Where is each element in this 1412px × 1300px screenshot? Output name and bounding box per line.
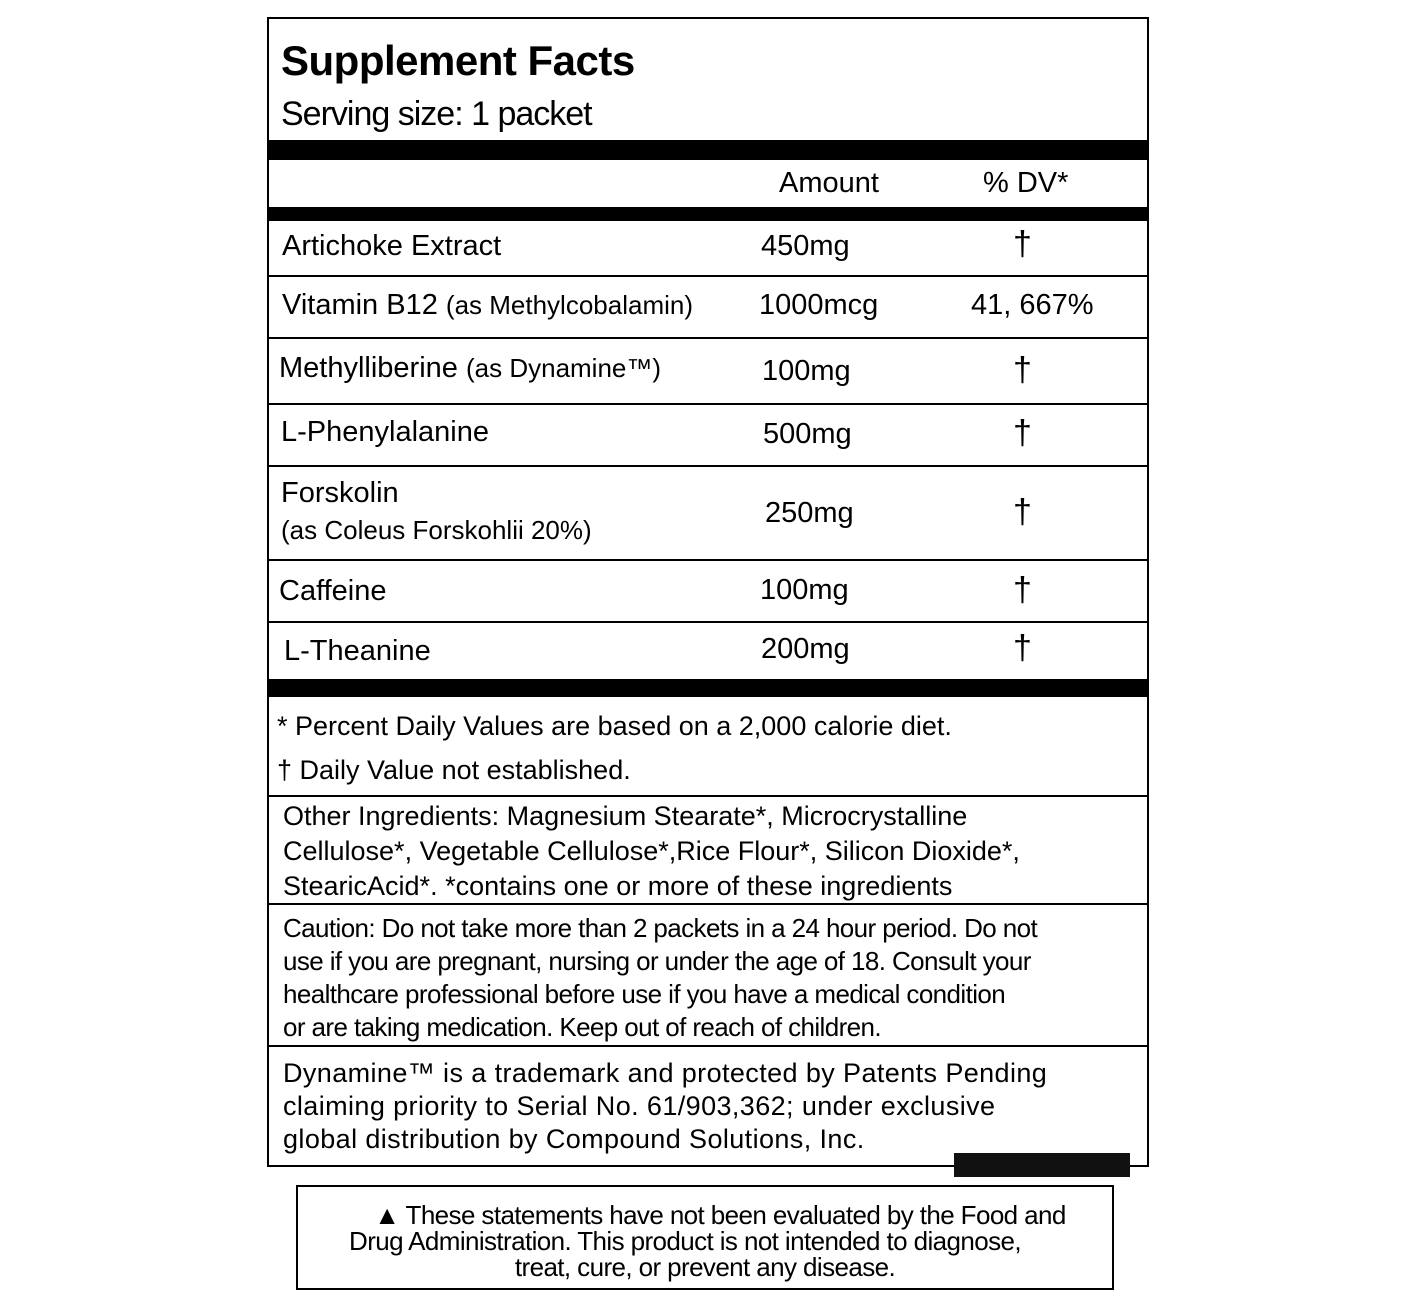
fda-disclaimer [296, 1185, 1114, 1290]
amount-header: Amount [779, 167, 879, 199]
other-ingredients-line: StearicAcid*. *contains one or more of these ingredients [283, 871, 953, 901]
nutrient-row [269, 623, 1147, 679]
nutrient-amount: 200mg [761, 633, 850, 665]
caution-line: or are taking medication. Keep out of reach of children. [283, 1012, 881, 1042]
trademark-line: Dynamine™ is a trademark and protected by Patents Pending [283, 1058, 1048, 1088]
footnote-dagger: † Daily Value not established. [277, 755, 631, 785]
nutrient-name: Forskolin [281, 477, 399, 509]
disclaimer-line: ▲ These statements have not been evaluated by the Food and [374, 1200, 1066, 1230]
nutrient-amount: 500mg [763, 418, 852, 450]
nutrient-name: L-Phenylalanine [281, 416, 489, 448]
redaction-bar [954, 1153, 1130, 1177]
nutrient-row [269, 467, 1147, 561]
nutrient-name: L-Theanine [284, 635, 431, 667]
serving-size: Serving size: 1 packet [281, 95, 592, 133]
other-ingredients-line: Cellulose*, Vegetable Cellulose*,Rice Flour*, Silicon Dioxide*, [283, 836, 1020, 866]
nutrient-name: Artichoke Extract [282, 230, 502, 262]
nutrient-name: Caffeine [279, 575, 387, 607]
nutrient-dv: 41, 667% [971, 289, 1094, 321]
nutrient-amount: 100mg [762, 355, 851, 387]
nutrient-dv: † [1013, 351, 1032, 389]
caution-line: use if you are pregnant, nursing or under the age of 18. Consult your [283, 946, 1031, 976]
disclaimer-line: Drug Administration. This product is not intended to diagnose, [349, 1226, 1021, 1256]
caution-line: Caution: Do not take more than 2 packets in a 24 hour period. Do not [283, 913, 1038, 943]
nutrient-name: Vitamin B12 [282, 289, 438, 321]
nutrient-dv: † [1013, 629, 1032, 667]
nutrient-row [269, 221, 1147, 277]
thick-divider [269, 679, 1147, 697]
nutrient-name: Methylliberine [279, 352, 458, 384]
panel-title: Supplement Facts [281, 37, 635, 84]
nutrient-source: (as Methylcobalamin) [445, 290, 693, 320]
other-ingredients-line: Other Ingredients: Magnesium Stearate*, Microcrystalline [283, 801, 968, 831]
nutrient-dv: † [1013, 493, 1032, 531]
nutrient-dv: † [1013, 225, 1032, 263]
nutrient-amount: 250mg [765, 497, 854, 529]
nutrient-amount: 100mg [760, 574, 849, 606]
dv-header: % DV* [983, 167, 1069, 199]
nutrient-row [269, 405, 1147, 467]
other-ingredients [269, 795, 1147, 903]
nutrient-dv: † [1013, 571, 1032, 609]
thick-divider [269, 140, 1147, 160]
nutrient-dv: † [1013, 414, 1032, 452]
trademark-notice [269, 1045, 1147, 1165]
nutrient-source: (as Dynamine™) [465, 353, 662, 383]
nutrient-amount: 450mg [761, 230, 850, 262]
disclaimer-line: treat, cure, or prevent any disease. [514, 1252, 896, 1282]
caution-statement [269, 903, 1147, 1045]
nutrient-row [269, 339, 1147, 405]
trademark-line: global distribution by Compound Solutions, Inc. [283, 1124, 865, 1154]
trademark-line: claiming priority to Serial No. 61/903,362; under exclusive [283, 1091, 996, 1121]
nutrient-row [269, 277, 1147, 339]
footnote-dv: * Percent Daily Values are based on a 2,000 calorie diet. [277, 711, 952, 741]
nutrient-amount: 1000mcg [759, 289, 879, 321]
supplement-facts-panel [267, 17, 1149, 1167]
thick-divider [269, 207, 1147, 221]
caution-line: healthcare professional before use if you have a medical condition [283, 979, 1006, 1009]
nutrient-source: (as Coleus Forskohlii 20%) [281, 515, 592, 545]
nutrient-row [269, 561, 1147, 623]
